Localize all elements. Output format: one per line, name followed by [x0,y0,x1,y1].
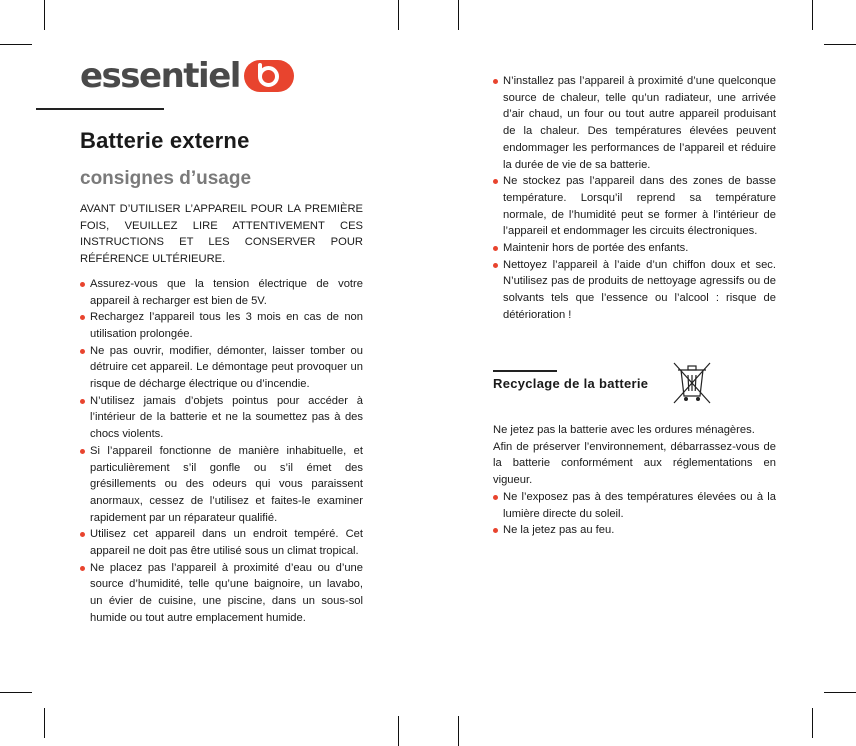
recycling-paragraph: Afin de préserver l’environnement, débarrassez-vous de la batterie conformément aux réglementations en vigueur. [493,440,776,487]
list-item: Maintenir hors de portée des enfants. [493,240,776,257]
brand-name: essentiel [80,56,240,96]
page-title: Batterie externe [80,128,250,153]
bullet-icon [493,179,498,184]
intro-warning: AVANT D’UTILISER L’APPAREIL POUR LA PREMIÈRE FOIS, VEUILLEZ LIRE ATTENTIVEMENT CES INSTRUCTIONS ET LES CONSERVER POUR RÉFÉRENCE ULTÉRIEURE. [80,203,363,266]
bullet-icon [80,532,85,537]
left-column [80,201,363,627]
crop-mark [812,0,813,30]
safety-list-right [493,73,776,324]
page-subtitle: consignes d’usage [80,168,252,189]
crop-mark [824,692,856,693]
essentiel-b-logo-icon [244,60,294,92]
crop-mark [0,44,32,45]
recycling-text [493,422,776,539]
list-item: N’installez pas l’appareil à proximité d’une quelconque source de chaleur, telle qu’un radiateur, une arrivée d’air chaud, un four ou tout autre appareil produisant de la chaleur. Des températures élevées peuvent endommager les performances de l’appareil et réduire la durée de vie de sa batterie. [493,73,776,173]
bullet-icon [493,79,498,84]
bullet-icon [80,566,85,571]
crop-mark [824,44,856,45]
bullet-icon [493,495,498,500]
list-item: Si l’appareil fonctionne de manière inhabituelle, et particulièrement s’il gonfle ou s’il émet des grésillements ou des odeurs qui vous paraissent anormaux, cessez de l’utilisez et faites-le examiner rapidement par un réparateur qualifié. [80,443,363,527]
crop-mark [458,716,459,746]
crossed-out-bin-icon [670,360,714,406]
right-column [493,73,776,324]
recycling-title: Recyclage de la batterie [493,376,649,391]
list-item: Utilisez cet appareil dans un endroit tempéré. Cet appareil ne doit pas être utilisé sous un climat tropical. [80,526,363,559]
safety-list-left [80,276,363,627]
list-item: Ne stockez pas l’appareil dans des zones de basse température. Lorsqu’il reprend sa température normale, de l’humidité peut se former à l’intérieur de l’appareil et endommager les circuits électroniques. [493,173,776,240]
recycling-divider [493,370,557,372]
list-item: Rechargez l’appareil tous les 3 mois en cas de non utilisation prolongée. [80,309,363,342]
list-item: Assurez-vous que la tension électrique de votre appareil à recharger est bien de 5V. [80,276,363,309]
crop-mark [44,708,45,738]
crop-mark [44,0,45,30]
bullet-icon [80,449,85,454]
list-item: N’utilisez jamais d’objets pointus pour accéder à l’intérieur de la batterie et ne la soumettez pas à des chocs violents. [80,393,363,443]
recycling-paragraph: Ne jetez pas la batterie avec les ordures ménagères. [493,424,755,436]
crop-mark [398,0,399,30]
brand-logo [80,58,294,94]
crop-mark [458,0,459,30]
bullet-icon [80,349,85,354]
header-divider [36,108,164,110]
list-item: Nettoyez l’appareil à l’aide d’un chiffon doux et sec. N’utilisez pas de produits de nettoyage agressifs ou de solvants tels que l’essence ou l’alcool : risque de détérioration ! [493,257,776,324]
bullet-icon [493,528,498,533]
crop-mark [0,692,32,693]
bullet-icon [493,263,498,268]
crop-mark [398,716,399,746]
bullet-icon [80,282,85,287]
bullet-icon [493,246,498,251]
recycling-list [493,489,776,539]
crop-mark [812,708,813,738]
list-item: Ne l’exposez pas à des températures élevées ou à la lumière directe du soleil. [493,489,776,522]
list-item: Ne placez pas l’appareil à proximité d’eau ou d’une source d’humidité, telle qu’une baignoire, un lavabo, un évier de cuisine, une piscine, dans un sous-sol humide ou tout autre emplacement humide. [80,560,363,627]
list-item: Ne la jetez pas au feu. [493,522,776,539]
bullet-icon [80,315,85,320]
bullet-icon [80,399,85,404]
list-item: Ne pas ouvrir, modifier, démonter, laisser tomber ou détruire cet appareil. Le démontage peut provoquer un risque de décharge électrique ou d’incendie. [80,343,363,393]
